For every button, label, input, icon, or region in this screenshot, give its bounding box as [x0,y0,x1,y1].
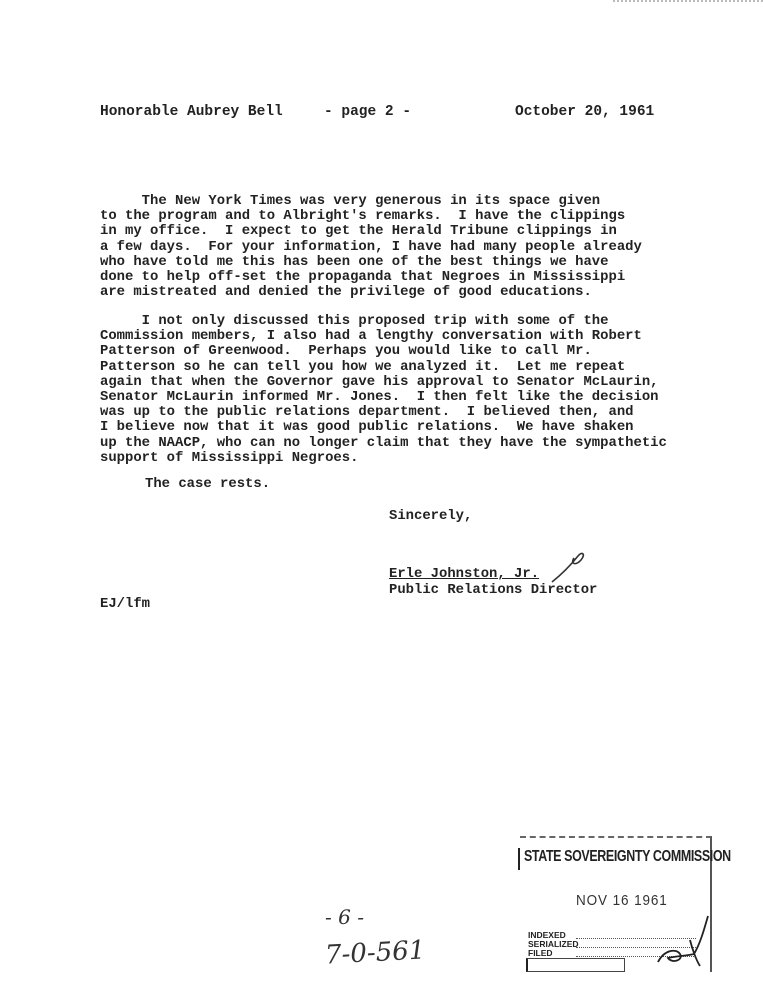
header-date: October 20, 1961 [515,104,655,120]
paragraph-line: was up to the public relations department. I believed then, and [100,404,634,421]
paragraph-line: who have told me this has been one of the best things we have [100,253,609,270]
paragraph-line: Patterson of Greenwood. Perhaps you would like to call Mr. [100,343,592,360]
stamp-field-filed: FILED [528,948,553,958]
paragraph-line: Commission members, I also had a lengthy conversation with Robert [100,328,642,345]
handwritten-file-number: 7-0-561 [324,935,426,971]
paragraph-line: are mistreated and denied the privilege of good educations. [100,284,592,301]
paragraph-line: I not only discussed this proposed trip with some of the [100,313,609,329]
paragraph-line: a few days. For your information, I have had many people already [100,238,642,255]
paragraph-line: Senator McLaurin informed Mr. Jones. I then felt like the decision [100,389,659,406]
paragraph-line: in my office. I expect to get the Herald Tribune clippings in [100,223,617,240]
body-paragraph-1 [100,194,720,300]
signature-name: Erle Johnston, Jr. [389,566,540,582]
paragraph-line: Patterson so he can tell you how we analyzed it. Let me repeat [100,358,626,375]
stamp-field-serialized: SERIALIZED [528,939,579,949]
body-paragraph-2 [100,314,720,466]
sign-off: Sincerely, [389,508,473,524]
handwritten-page-mark: - 6 - [325,905,364,929]
paragraph-line: done to help off-set the propaganda that Negroes in Mississippi [100,269,626,286]
paragraph-line: I believe now that it was good public relations. We have shaken [100,419,634,436]
stamp-initials-scribble-icon [650,910,710,970]
paragraph-line: support of Mississippi Negroes. [100,449,359,466]
paragraph-line: up the NAACP, who can no longer claim that they have the sympathetic [100,434,667,451]
top-edge-dots [613,0,763,6]
paragraph-line: The New York Times was very generous in its space given [100,193,601,209]
stamp-field-indexed: INDEXED [528,930,566,940]
header-recipient: Honorable Aubrey Bell [100,104,283,120]
typist-initials: EJ/lfm [100,596,151,612]
paragraph-line: to the program and to Albright's remarks. I have the clippings [100,208,626,225]
header-page-number: - page 2 - [324,104,412,120]
received-stamp [520,836,731,972]
paragraph-line: again that when the Governor gave his approval to Senator McLaurin, [100,373,659,390]
stamp-date: NOV 16 1961 [576,892,668,909]
signature-title: Public Relations Director [389,582,598,598]
stamp-title: STATE SOVEREIGNTY COMMISSION [524,848,731,865]
stamp-box [526,958,625,972]
closing-line: The case rests. [145,476,271,492]
